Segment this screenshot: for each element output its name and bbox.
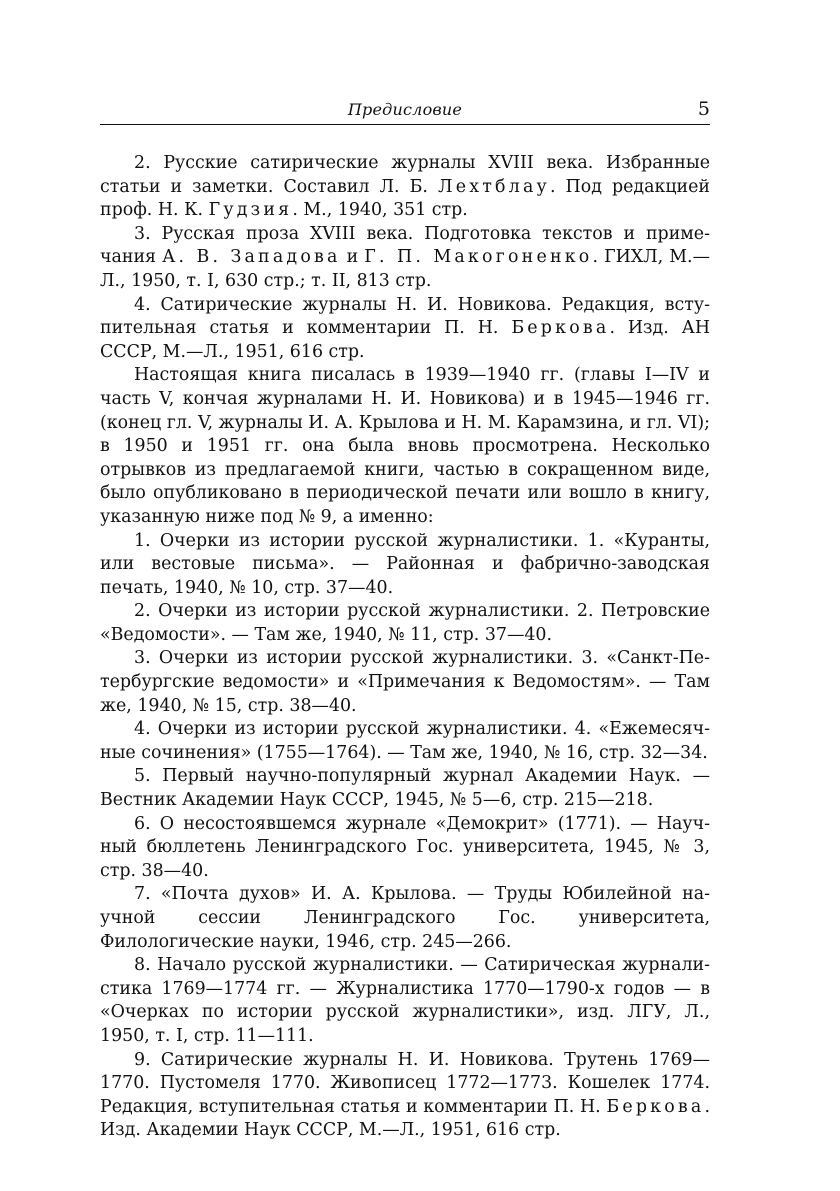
paragraph-p8 xyxy=(100,718,710,765)
text-segment: 1. Очерки из истории русской журналистики. 1. «Куранты, или вестовые письма». — Районная и фабрично-заводская печать, 1940, № 10, стр. 37—40. xyxy=(100,530,710,598)
author-name-spaced: Лехтблау xyxy=(438,176,550,197)
paragraph-p4 xyxy=(100,364,710,529)
page-number: 5 xyxy=(697,98,710,120)
text-segment: 3. Русская проза XVIII века. Подготовка текстов и примечания xyxy=(100,223,710,268)
text-segment: 7. «Почта духов» И. А. Крылова. — Труды Юбилейной научной сессии Ленинградского Гос. университета, Филологические науки, 1946, стр. 245—266. xyxy=(100,884,710,952)
text-segment: 2. Очерки из истории русской журналистики. 2. Петровские «Ведомости». — Там же, 1940, № 11, стр. 37—40. xyxy=(100,601,710,645)
text-segment: 4. Очерки из истории русской журналистики. 4. «Ежемесячные сочинения» (1755—1764). — Там же, 1940, № 16, стр. 32—34. xyxy=(100,719,710,763)
text-segment: 6. О несостоявшемся журнале «Демокрит» (1771). — Научный бюллетень Ленинградского Гос. университета, 1945, № 3, стр. 38—40. xyxy=(100,813,710,881)
text-segment: Настоящая книга писалась в 1939—1940 гг. (главы I—IV и часть V, кончая журналами Н. И. Новикова) и в 1945—1946 гг. (конец гл. V, журналы И. А. Крылова и Н. М. Карамзина, и гл. VI); в 1950 и 1951 гг. она была вновь просмотрена. Несколько отрывков из предлагаемой книги, частью в сокращенном виде, было опубликовано в периодической печати или вошло в книгу, указанную ниже под № 9, а именно: xyxy=(100,365,710,527)
paragraph-p13 xyxy=(100,1049,710,1143)
paragraph-p12 xyxy=(100,954,710,1048)
running-header xyxy=(100,100,710,125)
paragraph-p10 xyxy=(100,813,710,884)
paragraph-p1 xyxy=(100,152,710,223)
paragraph-p7 xyxy=(100,647,710,718)
text-segment: . ГИХЛ, М.—Л., 1950, т. I, 630 стр.; т. II, 813 стр. xyxy=(100,247,710,291)
paragraph-p5 xyxy=(100,530,710,601)
text-segment: 9. Сатирические журналы Н. И. Новикова. Трутень 1769—1770. Пустомеля 1770. Живописец 1772—1773. Кошелек 1774. Редакция, вступительная статья и комментарии П. Н. xyxy=(100,1049,710,1117)
author-name-spaced: Беркова xyxy=(606,1096,705,1117)
paragraph-p3 xyxy=(100,294,710,365)
author-name-spaced: Г. П. Макогоненко xyxy=(364,247,593,268)
paragraph-p11 xyxy=(100,883,710,954)
text-segment: . Изд. Академии Наук СССР, М.—Л., 1951, 616 стр. xyxy=(100,1096,710,1141)
author-name-spaced: Беркова xyxy=(511,318,610,339)
text-segment: . Изд. АН СССР, М.—Л., 1951, 616 стр. xyxy=(100,318,710,362)
text-segment: . Под редакцией проф. Н. К. xyxy=(100,176,710,221)
text-segment: и xyxy=(340,247,365,268)
text-segment: 8. Начало русской журналистики. — Сатирическая журналистика 1769—1774 гг. — Журналистика 1770—1790-х годов — в «Очерках по истории русской журналистики», изд. ЛГУ, Л., 1950, т. I, стр. 11—111. xyxy=(100,955,710,1046)
author-name-spaced: Гудзия xyxy=(208,200,293,221)
body-text xyxy=(100,152,710,1143)
text-segment: 5. Первый научно-популярный журнал Академии Наук. — Вестник Академии Наук СССР, 1945, № 5—6, стр. 215—218. xyxy=(100,766,710,811)
text-segment: 4. Сатирические журналы Н. И. Новикова. Редакция, вступительная статья и комментарии П. Н. xyxy=(100,294,710,339)
author-name-spaced: А. В. Западова xyxy=(162,247,341,268)
paragraph-p6 xyxy=(100,600,710,647)
paragraph-p2 xyxy=(100,223,710,294)
text-segment: 3. Очерки из истории русской журналистики. 3. «Санкт-Петербургские ведомости» и «Примечания к Ведомостям». — Там же, 1940, № 15, стр. 38—40. xyxy=(100,648,710,716)
text-segment: 2. Русские сатирические журналы XVIII века. Избранные статьи и заметки. Составил Л. Б. xyxy=(100,153,710,197)
text-segment: . М., 1940, 351 стр. xyxy=(292,200,468,221)
paragraph-p9 xyxy=(100,765,710,812)
running-title: Предисловие xyxy=(347,100,463,119)
